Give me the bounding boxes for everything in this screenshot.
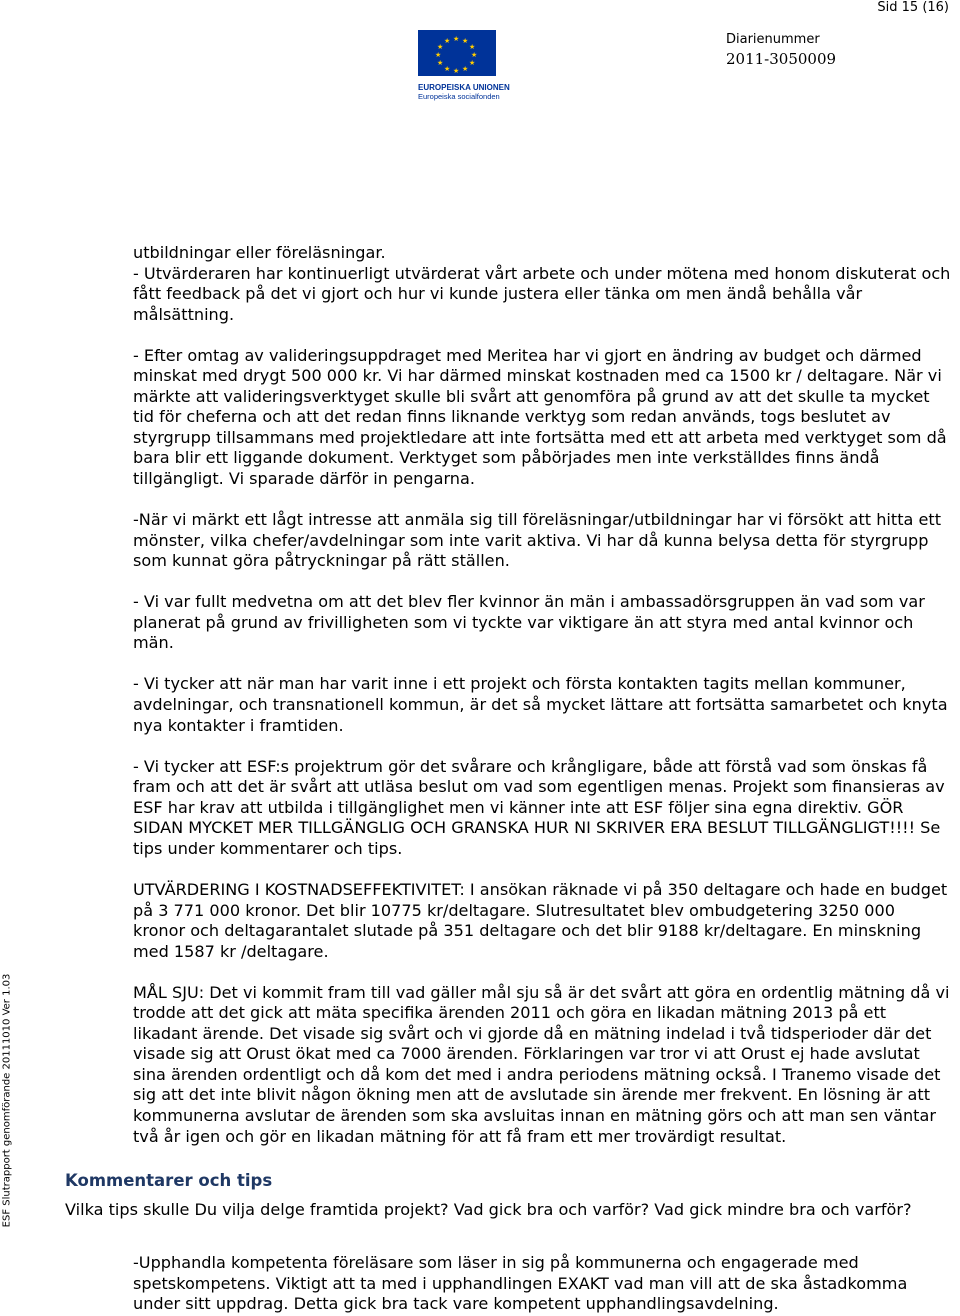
paragraph: MÅL SJU: Det vi kommit fram till vad gäller mål sju så är det svårt att göra en ordentlig mätning då vi trodde att det gick att mäta specifika ärenden 2011 och göra en likadan mätning 2013 på ett likadant ärende. Det visade sig svårt och vi gjorde då en mätning indelad i två tidsperioder där det visade sig att Orust ökat med ca 7000 ärenden. Förklaringen var tror vi att Orust ej hade avslutat sina ärenden ordentligt och då kom det med i andra periodens mätning också. I Tranemo visade det sig att det inte blivit någon ökning men att de avslutade sin ärende mer frekvent. En lösning är att kommunerna avslutar de ärenden som ska avsluitas innan en mätning görs och att man sen väntar två år igen och gör en likadan mätning för att få fram ett mer trovärdigt resultat. (133, 982, 950, 1146)
sidebar-version (0, 932, 14, 1272)
eu-flag-icon: ★ ★ ★ ★ ★ ★ ★ ★ ★ ★ ★ ★ (418, 30, 496, 76)
section-heading: Kommentarer och tips (65, 1171, 273, 1190)
diarie-block (726, 31, 836, 70)
paragraph: - Vi tycker att när man har varit inne i ett projekt och första kontakten tagits mellan kommuner, avdelningar, och transnationell kommun, är det så mycket lättare att fortsätta samarbetet och knyta nya kontakter i framtiden. (133, 674, 948, 735)
paragraph: - Vi var fullt medvetna om att det blev fler kvinnor än män i ambassadörsgruppen än vad som var planerat på grund av frivilligheten som vi tyckte var viktigare än att styra med antal kvinnor och män. (133, 592, 925, 653)
diarie-label: Diarienummer (726, 32, 820, 47)
paragraph: - Vi tycker att ESF:s projektrum gör det svårare och krångligare, både att förstå vad som önskas få fram och att det är svårt att utläsa beslut om vad som egentligen menas. Projekt som finansieras av ESF har krav att utbilda i tillgänglighet men vi känner inte att ESF följer sina egna direktiv. GÖR SIDAN MYCKET MER TILLGÄNGLIG OCH GRANSKA HUR NI SKRIVER ERA BESLUT TILLGÄNGLIGT!!!! Se tips under kommentarer och tips. (133, 756, 945, 858)
paragraph: - Efter omtag av valideringsuppdraget med Meritea har vi gjort en ändring av budget och därmed minskat med drygt 500 000 kr. Vi har därmed minskat kostnaden med ca 1500 kr / deltagare. När vi märkte att valideringsverktyget skulle bli svårt att genomföra på grund av att det skulle ta mycket tid för cheferna och att det redan finns liknande verktyg som redan används, togs beslutet av styrgrupp tillsammans med projektledare att inte fortsätta med ett att arbeta med verktyget som då bara blir ett liggande dokument. Verktyget som påbörjades men inte verkställdes finns ändå tillgängligt. Vi sparade därför in pengarna. (133, 345, 947, 489)
logo-line2: Europeiska socialfonden (418, 92, 500, 101)
page-number: Sid 15 (16) (877, 0, 949, 15)
sidebar-version-text: ESF Slutrapport genomförande 20111010 Ver 1.03 (1, 973, 13, 1228)
logo-line1: EUROPEISKA UNIONEN (418, 83, 510, 92)
paragraph: -När vi märkt ett lågt intresse att anmäla sig till föreläsningar/utbildningar har vi försökt att hitta ett mönster, vilka chefer/avdelningar som inte varit aktiva. Vi har då kunna belysa detta för styrgrupp som kunnat göra påtryckningar på rätt ställen. (133, 510, 942, 571)
diarie-number: 2011-3050009 (726, 50, 837, 68)
body-text (133, 243, 951, 1168)
paragraph: utbildningar eller föreläsningar. - Utvärderaren har kontinuerligt utvärderat vårt arbete och under mötena med honom diskuterat och fått feedback på det vi gjort och hur vi kunde justera eller tänka om men ändå behålla vår målsättning. (133, 243, 951, 324)
section-answer: -Upphandla kompetenta föreläsare som läser in sig på kommunerna och engagerade med spetskompetens. Viktigt att ta med i upphandlingen EXAKT vad man vill att de ska åstadkomma under sitt uppdrag. Detta gick bra tack vare kompetent upphandlingsavdelning. (133, 1253, 908, 1314)
eu-logo (418, 30, 510, 102)
section-question: Vilka tips skulle Du vilja delge framtida projekt? Vad gick bra och varför? Vad gick mindre bra och varför? (65, 1200, 912, 1219)
paragraph: UTVÄRDERING I KOSTNADSEFFEKTIVITET: I ansökan räknade vi på 350 deltagare och hade en budget på 3 771 000 kronor. Det blir 10775 kr/deltagare. Slutresultatet blev ombudgetering 3250 000 kronor och deltagarantalet slutade på 351 deltagare och det blir 9188 kr/deltagare. En minskning med 1587 kr /deltagare. (133, 879, 948, 961)
